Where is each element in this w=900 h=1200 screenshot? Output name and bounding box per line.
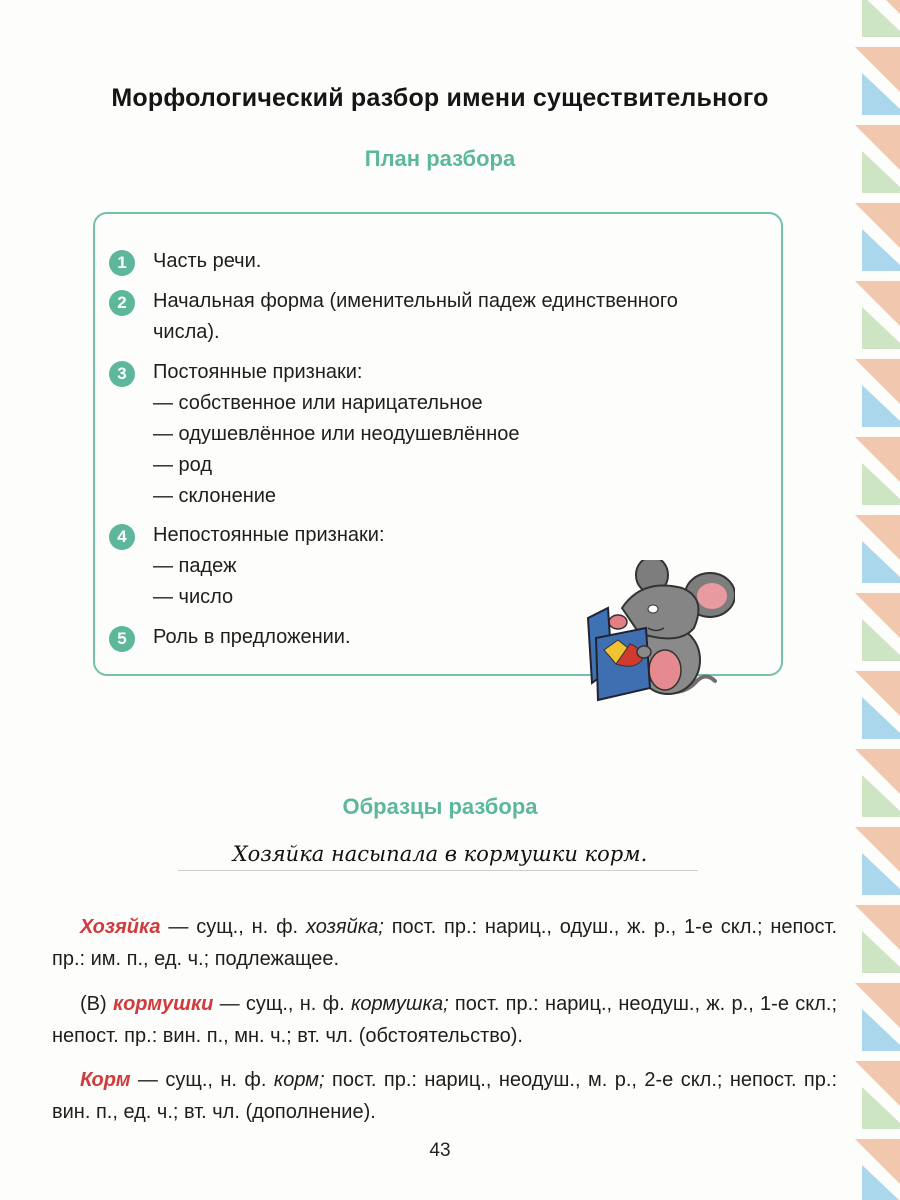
sample-entry-3: [52, 1064, 837, 1128]
plan-heading: План разбора: [364, 146, 516, 171]
initial-form: корм;: [273, 1069, 325, 1091]
plan-item-text: Начальная форма (именительный падеж единственного: [153, 290, 678, 312]
plan-item-text-continued: числа).: [153, 321, 220, 343]
sample-sentence: [180, 842, 700, 866]
number-badge: 3: [109, 361, 135, 387]
entry-text: — сущ., н. ф.: [213, 993, 351, 1015]
mouse-reading-book-illustration: [560, 560, 735, 705]
pattern-triangle-orange: [855, 593, 900, 638]
pattern-triangle-orange: [855, 671, 900, 716]
pattern-triangle-orange: [855, 203, 900, 248]
plan-item-text: Постоянные признаки:: [153, 361, 363, 383]
pattern-triangle-orange: [855, 437, 900, 482]
initial-form: хозяйка;: [305, 916, 384, 938]
plan-subitem: — число: [153, 586, 234, 608]
initial-form: кормушка;: [350, 993, 449, 1015]
entry-text: пост. пр.: нариц., одуш., ж. р., 1-е скл.; непост. пр.: им. п., ед. ч.; подлежащее.: [52, 916, 838, 970]
entry-text: пост. пр.: нариц., неодуш., м. р., 2-е скл.; непост. пр.: вин. п., ед. ч.; вт. чл. (дополнение).: [52, 1069, 837, 1123]
plan-item-text: Часть речи.: [153, 250, 262, 272]
plan-subitem: — род: [153, 454, 213, 476]
pattern-triangle-orange: [855, 281, 900, 326]
plan-item-4: [109, 520, 385, 613]
analyzed-word: Корм: [80, 1069, 131, 1091]
pattern-triangle-orange: [855, 359, 900, 404]
plan-item-5: [109, 622, 351, 653]
page-number: 43: [429, 1140, 451, 1161]
plan-item-text: Непостоянные признаки:: [153, 524, 385, 546]
pattern-triangle-orange: [855, 827, 900, 872]
plan-subitem: — одушевлённое или неодушевлённое: [153, 423, 520, 445]
plan-subitem: — склонение: [153, 485, 277, 507]
sample-sentence-text: Хозяйка насыпала в кормушки корм.: [232, 842, 648, 866]
pattern-triangle-orange: [855, 983, 900, 1028]
sentence-underline: [178, 870, 698, 871]
pattern-triangle-orange: [855, 1061, 900, 1106]
entry-text: — сущ., н. ф.: [130, 1069, 274, 1091]
analyzed-word: Хозяйка: [80, 916, 161, 938]
plan-item-3: [109, 357, 519, 512]
number-badge: 5: [109, 626, 135, 652]
plan-item-text: Роль в предложении.: [153, 626, 351, 648]
page-title: Морфологический разбор имени существительного: [111, 84, 769, 112]
sample-entry-2: [52, 988, 837, 1052]
plan-subitem: — собственное или нарицательное: [153, 392, 483, 414]
pattern-triangle-orange: [855, 905, 900, 950]
number-badge: 4: [109, 524, 135, 550]
entry-text: — сущ., н. ф.: [160, 916, 306, 938]
decorative-triangle-border: [850, 0, 900, 1200]
entry-text: пост. пр.: нариц., неодуш., ж. р., 1-е скл.; непост. пр.: вин. п., мн. ч.; вт. чл. (обстоятельство).: [52, 993, 837, 1047]
samples-heading: Образцы разбора: [342, 794, 538, 819]
plan-subitem: — падеж: [153, 555, 237, 577]
analyzed-word: кормушки: [112, 993, 214, 1015]
plan-item-1: [109, 246, 261, 277]
pattern-triangle-orange: [855, 749, 900, 794]
number-badge: 1: [109, 250, 135, 276]
entry-prefix: (В): [80, 993, 113, 1015]
plan-item-2: [109, 286, 678, 348]
pattern-triangle-orange: [855, 515, 900, 560]
sample-entry-1: [52, 911, 837, 975]
number-badge: 2: [109, 290, 135, 316]
